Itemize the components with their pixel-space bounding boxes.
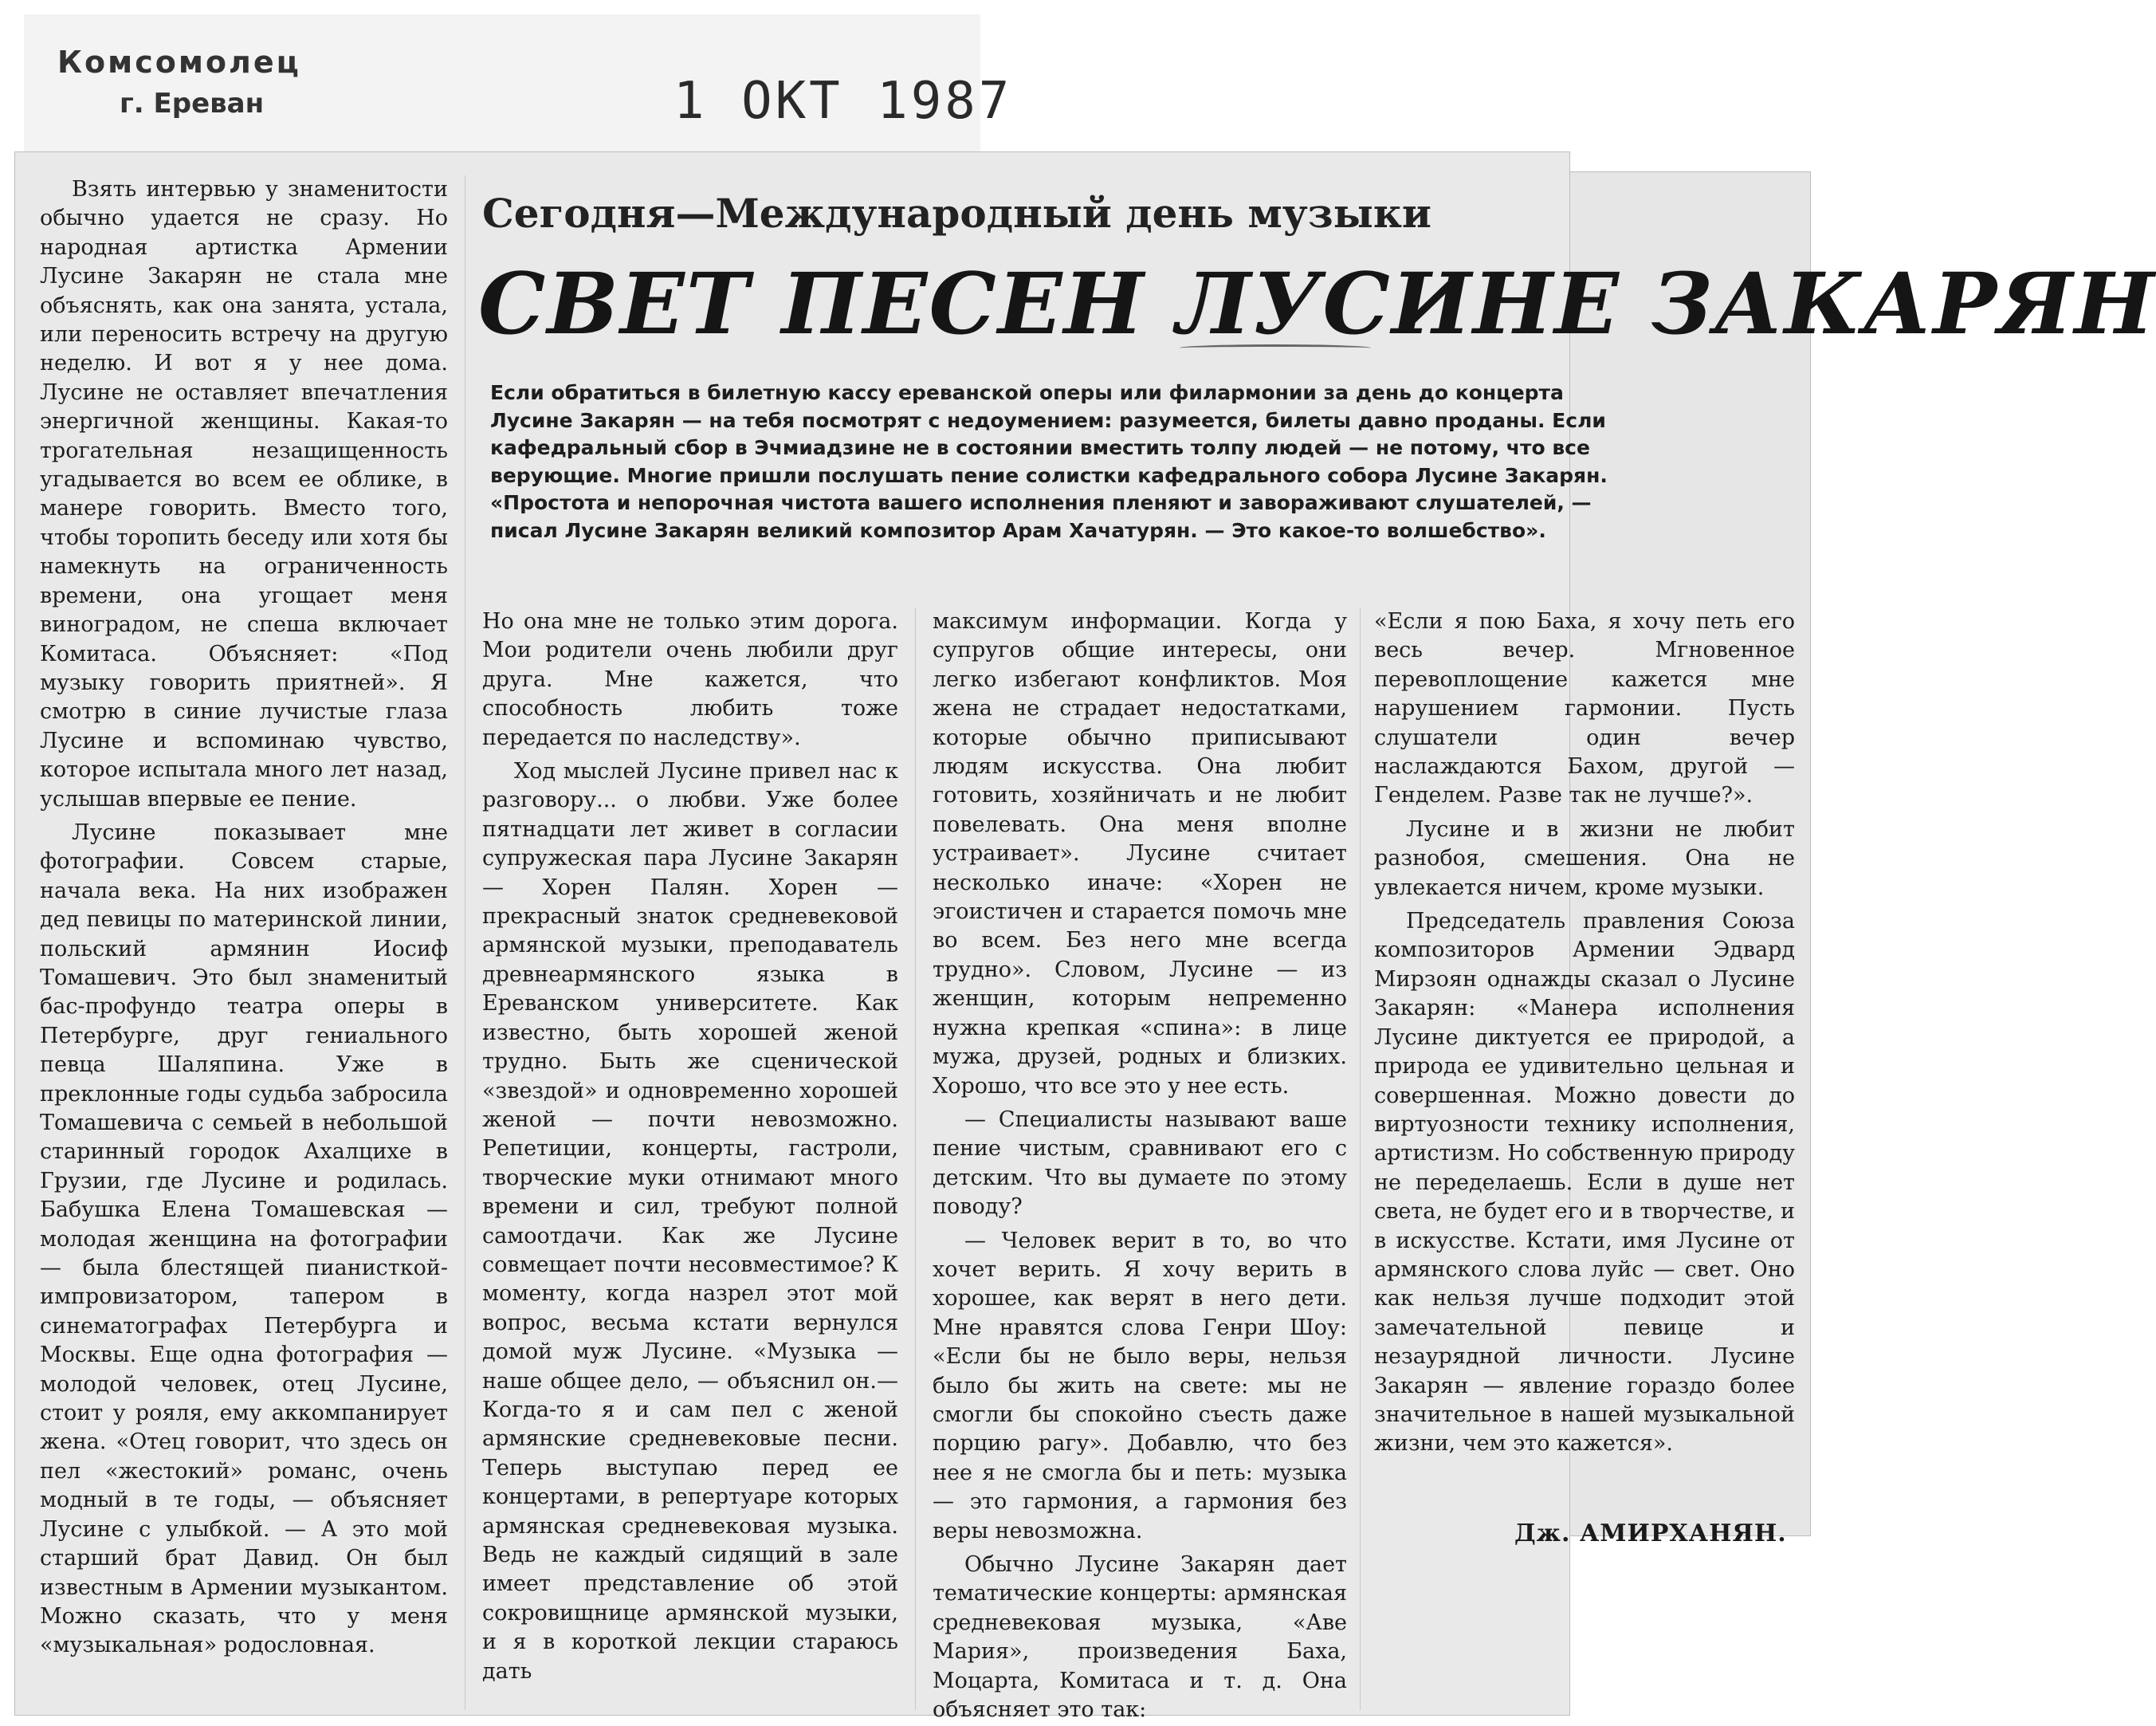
article-column-1 bbox=[40, 175, 448, 1710]
paragraph: Председатель правления Союза композиторов Армении Эдвард Мирзоян однажды сказал о Лусине Закарян: «Манера исполнения Лусине диктуется ее природой, а природа ее удивительно цельная и совершенная. Можно довести до виртуозности технику исполнения, артистизм. Но собственную природу не переделаешь. Если в душе нет света, не будет его и в творчестве, и в искусстве. Кстати, имя Лусине от армянского слова луйс — свет. Оно как нельзя лучше подходит этой замечательной певице и незаурядной личности. Лусине Закарян — явление гораздо более значительное в нашей музыкальной жизни, чем это кажется». bbox=[1374, 909, 1795, 1457]
paragraph: Лусине и в жизни не любит разнобоя, смешения. Она не увлекается ничем, кроме музыки. bbox=[1374, 816, 1795, 900]
paragraph: — Специалисты называют ваше пение чистым, сравнивают его с детским. Что вы думаете по этому поводу? bbox=[933, 1107, 1347, 1220]
paragraph: максимум информации. Когда у супругов общие интересы, они легко избегают конфликтов. Моя жена не страдает недостатками, которые обычно приписывают людям искусства. Она любит готовить, хозяйничать и не любит повелевать. Она меня вполне устраивает». Лусине считает несколько иначе: «Хорен не эгоистичен и старается помочь мне во всем. Без него мне всегда трудно». Словом, Лусине — из женщин, которым непременно нужна крепкая «спина»: в лице мужа, друзей, родных и близких. Хорошо, что все это у нее есть. bbox=[933, 609, 1347, 1099]
article-kicker: Сегодня—Международный день музыки bbox=[482, 190, 1432, 237]
newspaper-name: Комсомолец bbox=[57, 45, 301, 80]
paragraph: Но она мне не только этим дорога. Мои родители очень любили друг друга. Мне кажется, что способность любить тоже передается по наследству». bbox=[482, 609, 898, 750]
article-column-4 bbox=[1374, 607, 1795, 1532]
paragraph: «Если я пою Баха, я хочу петь его весь вечер. Мгновенное перевоплощение кажется мне нарушением гармонии. Пусть слушатели один вечер наслаждаются Бахом, другой — Генделем. Разве так не лучше?». bbox=[1374, 609, 1795, 808]
article-column-3 bbox=[933, 607, 1347, 1723]
article-title: СВЕТ ПЕСЕН ЛУСИНЕ ЗАКАРЯН bbox=[478, 254, 2156, 353]
column-rule bbox=[915, 607, 916, 1710]
paragraph: — Человек верит в то, во что хочет верить. Я хочу верить в хорошее, как верят в него дети. Мне нравятся слова Генри Шоу: «Если бы не было веры, нельзя было бы жить на свете: мы не смогли бы спокойно съесть даже порцию рагу». Добавлю, что без нее я не смогла бы и петь: музыка — это гармония, а гармония без веры невозможна. bbox=[933, 1228, 1347, 1543]
paragraph: Взять интервью у знаменитости обычно удается не сразу. Но народная артистка Армении Лусине Закарян не стала мне объяснять, как она занята, устала, или переносить встречу на другую неделю. И вот я у нее дома. Лусине не оставляет впечатления энергичной женщины. Какая-то трогательная незащищенность угадывается во всем ее облике, в манере говорить. Вместо того, чтобы торопить беседу или хотя бы намекнуть на ограниченность времени, она угощает меня виноградом, не спеша включает Комитаса. Объясняет: «Под музыку говорить приятней». Я смотрю в синие лучистые глаза Лусине и вспоминаю чувство, которое испытала много лет назад, услышав впервые ее пение. bbox=[40, 177, 448, 812]
date-stamp: 1 ОКТ 1987 bbox=[674, 72, 1013, 131]
article-column-2 bbox=[482, 607, 898, 1710]
newspaper-city: г. Ереван bbox=[120, 88, 265, 120]
column-rule bbox=[1360, 607, 1361, 1710]
author-byline: Дж. АМИРХАНЯН. bbox=[1514, 1520, 1787, 1547]
paragraph: Лусине показывает мне фотографии. Совсем старые, начала века. На них изображен дед певицы по материнской линии, польский армянин Иосиф Томашевич. Это был знаменитый бас-профундо театра оперы в Петербурге, друг гениального певца Шаляпина. Уже в преклонные годы судьба забросила Томашевича с семьей в небольшой старинный городок Ахалцихе в Грузии, где Лусине и родилась. Бабушка Елена Томашевская — молодая женщина на фотографии — была блестящей пианисткой-импровизатором, тапером в синематографах Петербурга и Москвы. Еще одна фотография — молодой человек, отец Лусине, стоит у рояля, ему аккомпанирует жена. «Отец говорит, что здесь он пел «жестокий» романс, очень модный в те годы, — объясняет Лусине с улыбкой. — А это мой старший брат Давид. Он был известным в Армении музыкантом. Можно сказать, что у меня «музыкальная» родословная. bbox=[40, 820, 448, 1658]
paragraph: Ход мыслей Лусине привел нас к разговору... о любви. Уже более пятнадцати лет живет в согласии супружеская пара Лусине Закарян — Хорен Палян. Хорен — прекрасный знаток средневековой армянской музыки, преподаватель древнеармянского языка в Ереванском университете. Как известно, быть хорошей женой трудно. Быть же сценической «звездой» и одновременно хорошей женой — почти невозможно. Репетиции, концерты, гастроли, творческие муки отнимают много времени и сил, требуют полной самоотдачи. Как же Лусине совмещает почти несовместимое? К моменту, когда назрел этот мой вопрос, весьма кстати вернулся домой муж Лусине. «Музыка — наше общее дело, — объяснил он.—Когда-то я и сам пел с женой армянские средневековые песни. Теперь выступаю перед ее концертами, в репертуаре которых армянская средневековая музыка. Ведь не каждый сидящий в зале имеет представление об этой сокровищнице армянской музыки, и я в короткой лекции стараюсь дать bbox=[482, 759, 898, 1684]
pen-underline-mark bbox=[1180, 344, 1371, 352]
article-lead: Если обратиться в билетную кассу ереванской оперы или филармонии за день до концерта Лусине Закарян — на тебя посмотрят с недоумением: разумеется, билеты давно проданы. Если кафедральный сбор в Эчмиадзине не в состоянии вместить толпу людей — не потому, что все верующие. Многие пришли послушать пение солистки кафедрального собора Лусине Закарян. «Простота и непорочная чистота вашего исполнения пленяют и завораживают слушателей, — писал Лусине Закарян великий композитор Арам Хачатурян. — Это какое-то волшебство». bbox=[490, 381, 1608, 542]
paragraph: Обычно Лусине Закарян дает тематические концерты: армянская средневековая музыка, «Аве Мария», произведения Баха, Моцарта, Комитаса и т. д. Она объясняет это так: bbox=[933, 1552, 1347, 1723]
